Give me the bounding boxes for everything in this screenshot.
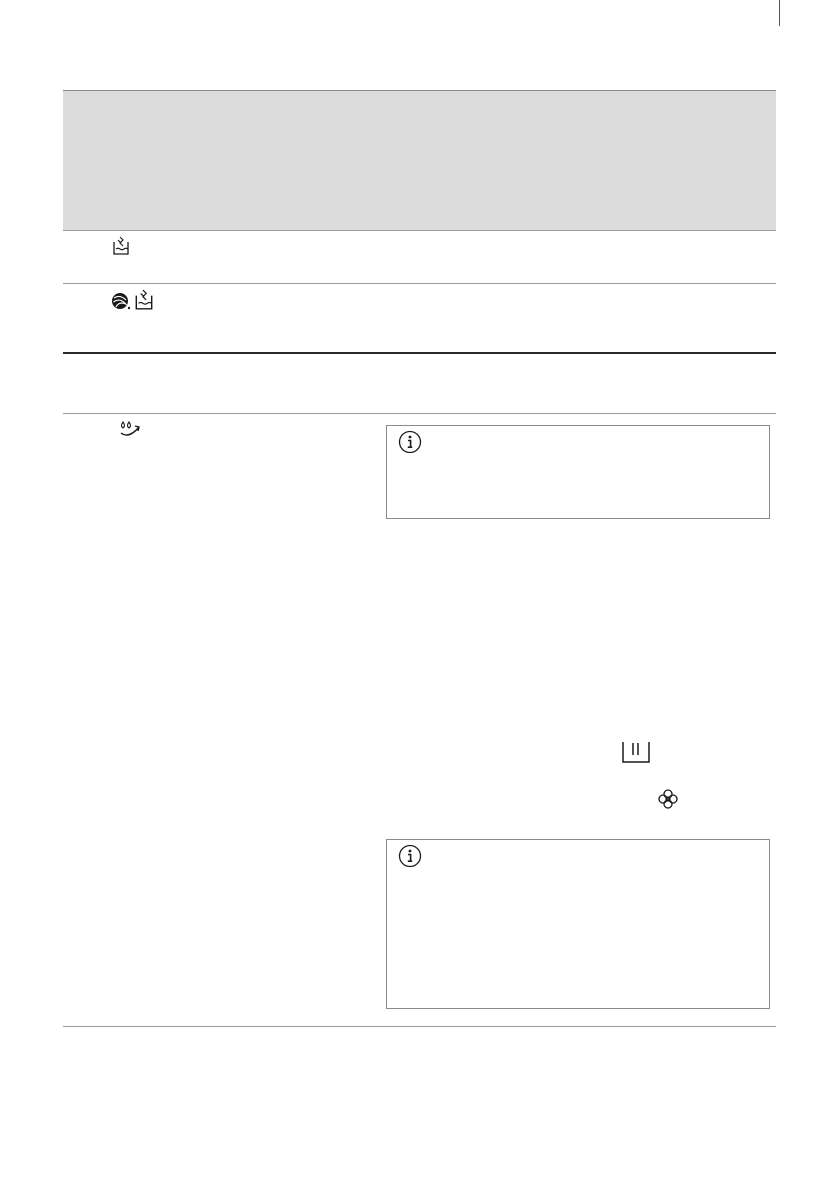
table-bottom-rule [63, 1026, 776, 1027]
table-header-band [63, 90, 776, 231]
info-icon [398, 844, 422, 868]
steam-soak-icon [134, 289, 154, 311]
row-divider [63, 413, 776, 414]
info-note-box [386, 425, 770, 519]
row-divider [63, 230, 776, 231]
section-divider [63, 352, 776, 354]
crop-mark [779, 0, 780, 26]
steam-soak-icon [112, 236, 130, 256]
row-divider [63, 283, 776, 284]
info-icon [398, 430, 422, 454]
water-drops-arrow-icon [119, 420, 143, 438]
wool-ball-icon [110, 291, 130, 311]
dispenser-compartment-icon [621, 740, 651, 764]
flower-icon [657, 788, 679, 810]
info-note-box [386, 839, 770, 1009]
